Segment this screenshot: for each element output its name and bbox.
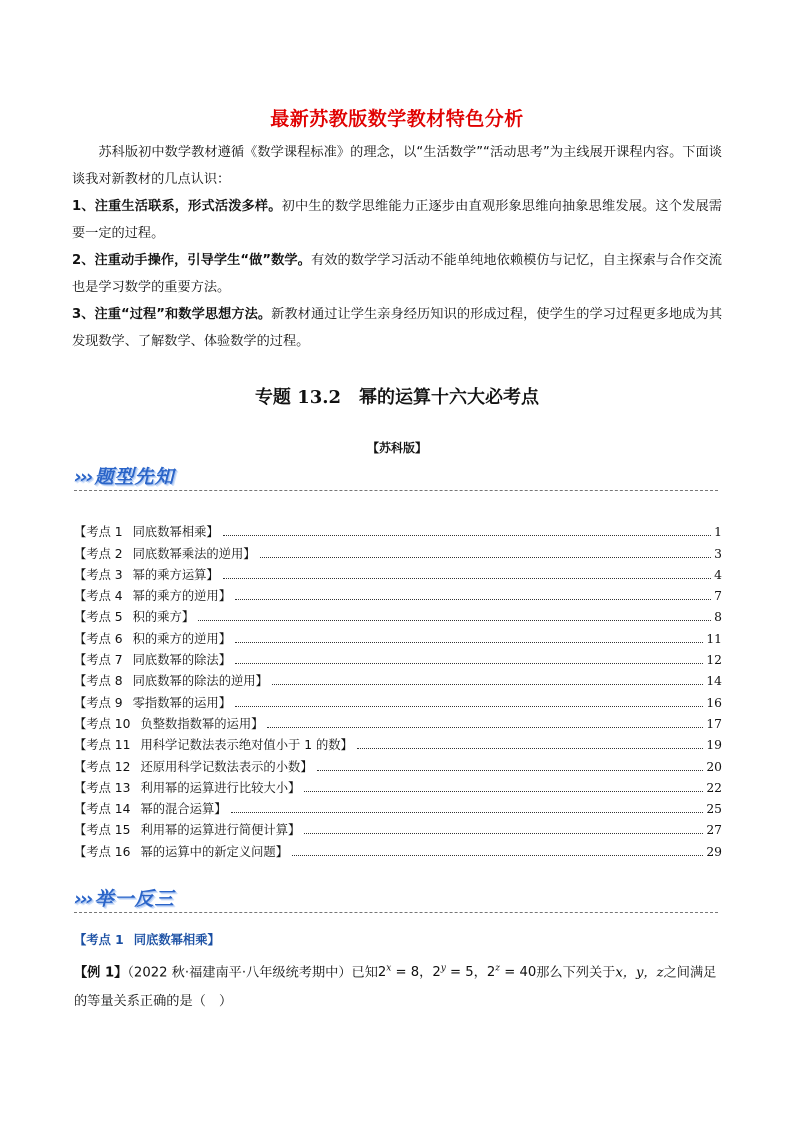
- toc-item[interactable]: 【考点 2 同底数幂乘法的逆用】 3: [74, 546, 722, 561]
- example-variables: x，y，z: [615, 965, 664, 981]
- arrows-icon: ›››: [74, 466, 92, 488]
- toc-item[interactable]: 【考点 8 同底数幂的除法的逆用】 14: [74, 674, 722, 689]
- equation-1: $2^x = 8$，: [377, 964, 433, 981]
- example-source: （2022 秋·福建南平·八年级统考期中）已知: [127, 965, 378, 981]
- toc-item[interactable]: 【考点 9 零指数幂的运用】 16: [74, 695, 722, 710]
- point-1: [72, 193, 722, 247]
- topic-number: 专题 13.2: [254, 387, 342, 408]
- banner-preview: [74, 462, 175, 489]
- topic-name: 幂的运算十六大必考点: [359, 387, 540, 408]
- point-2: [72, 247, 722, 301]
- toc-item[interactable]: 【考点 5 积的乘方】 8: [74, 610, 722, 625]
- edition-label: 【苏科版】: [366, 441, 427, 455]
- example-tag: 【例 1】: [74, 965, 128, 981]
- point-3: [72, 301, 722, 355]
- point-1-text: 初中生的数学思维能力正逐步由直观形象思维向抽象思维发展。这个发展需要一定的过程。: [72, 199, 722, 241]
- banner-preview-text: 题型先知: [94, 466, 175, 488]
- toc-item[interactable]: 【考点 15 利用幂的运算进行简便计算】 27: [74, 823, 722, 838]
- section-heading: 【考点 1 同底数幂相乘】: [74, 933, 220, 947]
- toc-item[interactable]: 【考点 6 积的乘方的逆用】 11: [74, 631, 722, 646]
- banner-practice: [74, 884, 175, 911]
- equation-3: $2^z = 40$: [486, 964, 537, 981]
- topic-title: [0, 383, 794, 409]
- toc-item[interactable]: 【考点 12 还原用科学记数法表示的小数】 20: [74, 759, 722, 774]
- toc-item[interactable]: 【考点 1 同底数幂相乘】 1: [74, 525, 722, 540]
- page-title: 最新苏教版数学教材特色分析: [270, 108, 524, 130]
- toc-item[interactable]: 【考点 14 幂的混合运算】 25: [74, 802, 722, 817]
- example-1: 【例 1】（2022 秋·福建南平·八年级统考期中）已知$2^x = 8$，$2^y = 5$，$2^z = 40$那么下列关于x，y，z之间满足的等量关系正确的是（ ）: [74, 964, 717, 1010]
- arrows-icon: ›››: [74, 888, 92, 910]
- point-3-text: 新教材通过让学生亲身经历知识的形成过程，使学生的学习过程更多地成为其发现数学、了解数学、体验数学的过程。: [72, 307, 723, 349]
- toc-item[interactable]: 【考点 4 幂的乘方的逆用】 7: [74, 589, 722, 604]
- point-2-text: 有效的数学学习活动不能单纯地依赖模仿与记忆，自主探索与合作交流也是学习数学的重要方法。: [72, 253, 722, 295]
- toc-item[interactable]: 【考点 7 同底数幂的除法】 12: [74, 653, 722, 668]
- divider: [74, 912, 718, 913]
- intro-paragraph: 苏科版初中数学教材遵循《数学课程标准》的理念，以“生活数学”“活动思考”为主线展开课程内容。下面谈谈我对新教材的几点认识：: [72, 145, 722, 187]
- equation-2: $2^y = 5$，: [432, 964, 487, 981]
- divider: [74, 490, 718, 491]
- point-1-heading: 1、注重生活联系，形式活泼多样。: [72, 199, 282, 214]
- toc-item[interactable]: 【考点 11 用科学记数法表示绝对值小于 1 的数】 19: [74, 738, 722, 753]
- point-2-heading: 2、注重动手操作，引导学生“做”数学。: [72, 253, 311, 268]
- toc-item[interactable]: 【考点 3 幂的乘方运算】 4: [74, 567, 722, 582]
- point-3-heading: 3、注重“过程”和数学思想方法。: [72, 307, 272, 322]
- toc-item[interactable]: 【考点 16 幂的运算中的新定义问题】 29: [74, 844, 722, 859]
- toc-item[interactable]: 【考点 10 负整数指数幂的运用】 17: [74, 716, 722, 731]
- toc-item[interactable]: 【考点 13 利用幂的运算进行比较大小】 22: [74, 780, 722, 795]
- banner-practice-text: 举一反三: [94, 888, 175, 910]
- table-of-contents: [74, 519, 722, 860]
